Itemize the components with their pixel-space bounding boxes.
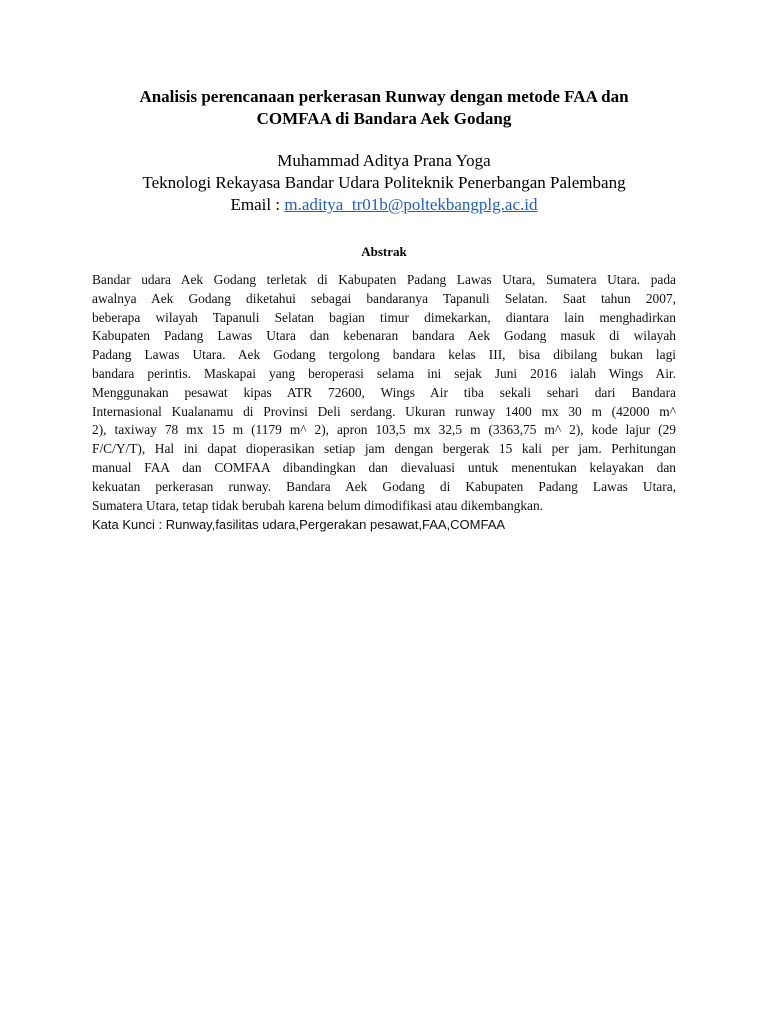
abstract-line: Padang Lawas Utara. Aek Godang tergolong bandara kelas III, bisa dibilang bukan lagi [92,347,676,363]
abstract-line: beberapa wilayah Tapanuli Selatan bagian timur dimekarkan, diantara lain menghadirkan [92,309,676,325]
email-link[interactable]: m.aditya_tr01b@poltekbangplg.ac.id [284,195,538,214]
abstract-line: Kabupaten Padang Lawas Utara dan kebenaran bandara Aek Godang masuk di wilayah [92,328,676,344]
abstract-line: F/C/Y/T), Hal ini dapat dioperasikan setiap jam dengan bergerak 15 kali per jam. Perhitungan [92,441,676,457]
abstract-line: bandara perintis. Maskapai yang beroperasi selama ini sejak Juni 2016 ialah Wings Air. [92,365,676,381]
abstract-line: Bandar udara Aek Godang terletak di Kabupaten Padang Lawas Utara, Sumatera Utara. pada [92,272,676,287]
abstract-body [92,271,676,515]
abstract-line: awalnya Aek Godang diketahui sebagai bandaranya Tapanuli Selatan. Saat tahun 2007, [92,290,676,306]
author-affiliation: Teknologi Rekayasa Bandar Udara Politeknik Penerbangan Palembang [142,173,626,192]
abstract-heading: Abstrak [361,244,407,259]
title-line: COMFAA di Bandara Aek Godang [256,109,512,128]
abstract-line: Internasional Kualanamu di Provinsi Deli serdang. Ukuran runway 1400 mx 30 m (42000 m^ [92,403,676,419]
abstract-line: kekuatan perkerasan runway. Bandara Aek Godang di Kabupaten Padang Lawas Utara, [92,478,676,494]
abstract-line: manual FAA dan COMFAA dibandingkan dan dievaluasi untuk menentukan kelayakan dan [92,459,676,475]
title-line: Analisis perencanaan perkerasan Runway dengan metode FAA dan [139,87,629,106]
email-label: Email : [230,195,285,214]
abstract-line: Menggunakan pesawat kipas ATR 72600, Wings Air tiba sekali sehari dari Bandara [92,384,676,400]
author-name: Muhammad Aditya Prana Yoga [277,151,491,170]
paper-title [60,86,708,130]
keywords: Kata Kunci : Runway,fasilitas udara,Pergerakan pesawat,FAA,COMFAA [92,517,506,532]
abstract-line: Sumatera Utara, tetap tidak berubah karena belum dimodifikasi atau dikembangkan. [92,497,544,513]
abstract-line: 2), taxiway 78 mx 15 m (1179 m^ 2), apron 103,5 mx 32,5 m (3363,75 m^ 2), kode lajur (29 [92,422,676,438]
author-email-line [40,194,728,216]
author-block [40,150,728,216]
